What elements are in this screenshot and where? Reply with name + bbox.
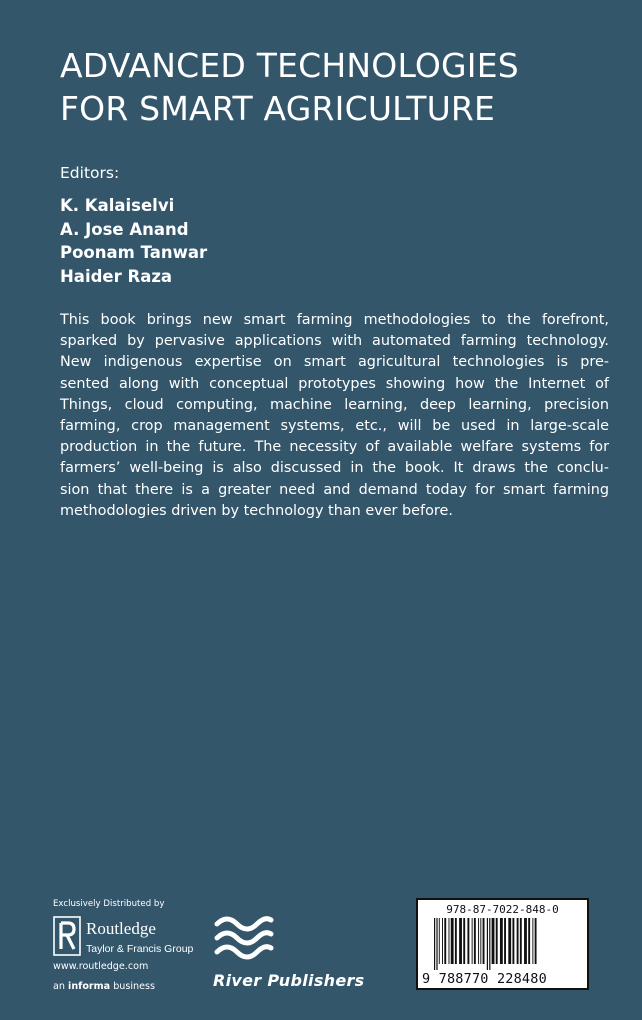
barcode-bar bbox=[508, 918, 511, 964]
description-line: sparked by pervasive applications with automated farming technology. bbox=[60, 333, 609, 350]
barcode-bar bbox=[528, 918, 530, 964]
description-line: sion that there is a greater need and demand today for smart farming bbox=[60, 481, 609, 498]
barcode-digits: 9 788770 228480 bbox=[422, 971, 547, 987]
distributed-by-label: Exclusively Distributed by bbox=[53, 899, 165, 909]
barcode-bar bbox=[472, 918, 473, 964]
barcode-bar bbox=[489, 918, 490, 970]
book-title bbox=[60, 44, 620, 130]
barcode-bar bbox=[459, 918, 462, 964]
description-line: sented along with conceptual prototypes showing how the Internet of bbox=[60, 375, 609, 392]
river-publishers-name: River Publishers bbox=[213, 971, 365, 990]
barcode-bar bbox=[524, 918, 527, 964]
routledge-logo-icon bbox=[53, 916, 81, 956]
barcode-bar bbox=[496, 918, 498, 964]
barcode-bar bbox=[535, 918, 537, 964]
editor-name: Poonam Tanwar bbox=[60, 243, 208, 262]
editor-name: K. Kalaiselvi bbox=[60, 196, 175, 215]
informa-business-label: an informa business bbox=[53, 981, 156, 992]
barcode-bar bbox=[512, 918, 514, 964]
description-line: farmers’ well-being is also discussed in the book. It draws the conclu- bbox=[60, 460, 609, 477]
description-line: farming, crop management systems, etc., will be used in large-scale bbox=[60, 418, 609, 435]
barcode-bar bbox=[517, 918, 519, 964]
barcode-bar bbox=[492, 918, 495, 964]
isbn-number: 978-87-7022-848-0 bbox=[446, 903, 559, 916]
barcode-bar bbox=[455, 918, 457, 964]
isbn-barcode bbox=[416, 898, 589, 990]
description-line: New indigenous expertise on smart agricultural technologies is pre- bbox=[60, 354, 609, 371]
barcode-bar bbox=[451, 918, 454, 964]
barcode-bar bbox=[532, 918, 533, 964]
title-line: FOR SMART AGRICULTURE bbox=[60, 89, 496, 128]
barcode-bar bbox=[444, 918, 446, 964]
barcode-bar bbox=[483, 918, 485, 964]
barcode-bar bbox=[487, 918, 488, 970]
barcode-bar bbox=[520, 918, 522, 964]
barcode-bar bbox=[434, 918, 435, 970]
barcode-bar bbox=[442, 918, 443, 964]
editor-name: Haider Raza bbox=[60, 266, 173, 286]
barcode-bars bbox=[433, 918, 581, 970]
barcode-bar bbox=[480, 918, 481, 964]
barcode-bar bbox=[504, 918, 506, 964]
informa-brand: informa bbox=[68, 981, 111, 992]
description-line: Things, cloud computing, machine learning, deep learning, precision bbox=[60, 396, 609, 413]
barcode-bar bbox=[478, 918, 479, 964]
editors-list bbox=[60, 194, 207, 288]
barcode-bar bbox=[474, 918, 476, 964]
editor-name: A. Jose Anand bbox=[60, 219, 189, 239]
book-description bbox=[60, 310, 609, 522]
barcode-bar bbox=[449, 918, 450, 964]
barcode-bar bbox=[436, 918, 437, 970]
routledge-website[interactable]: www.routledge.com bbox=[53, 961, 149, 972]
taylor-francis-label: Taylor & Francis Group bbox=[86, 943, 194, 955]
river-publishers-logo-icon bbox=[213, 912, 275, 964]
barcode-bar bbox=[467, 918, 469, 964]
barcode-bar bbox=[500, 918, 503, 964]
description-line: methodologies driven by technology than ever before. bbox=[60, 502, 453, 519]
editors-label: Editors: bbox=[60, 164, 120, 182]
description-line: production in the future. The necessity of available welfare systems for bbox=[60, 439, 609, 456]
routledge-name: Routledge bbox=[86, 919, 156, 938]
barcode-bar bbox=[463, 918, 465, 964]
barcode-bar bbox=[439, 918, 440, 964]
title-line: ADVANCED TECHNOLOGIES bbox=[60, 46, 519, 85]
description-line: This book brings new smart farming methodologies to the forefront, bbox=[60, 312, 609, 328]
